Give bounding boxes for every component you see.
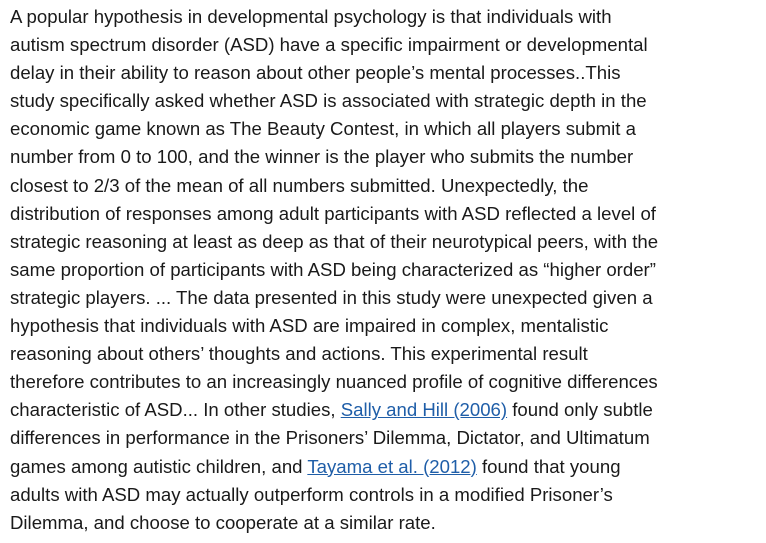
paragraph-text: strategic reasoning at least as deep as that of their neurotypical peers, with the [10, 230, 659, 252]
citation-link[interactable]: Sally and Hill (2006) [340, 399, 508, 421]
paragraph-line [10, 509, 766, 537]
paragraph-text: differences in performance in the Prisoners’ Dilemma, Dictator, and Ultimatum [10, 427, 650, 449]
paragraph-line [10, 31, 766, 59]
paragraph-line [10, 172, 766, 200]
paragraph-text: study specifically asked whether ASD is associated with strategic depth in the [10, 90, 647, 112]
paragraph-text: delay in their ability to reason about other people’s mental processes..This [10, 62, 621, 84]
paragraph-line [10, 396, 766, 424]
paragraph-text: reasoning about others’ thoughts and actions. This experimental result [10, 343, 588, 365]
paragraph-text: therefore contributes to an increasingly nuanced profile of cognitive differences [10, 371, 658, 393]
paragraph-line [10, 424, 766, 452]
paragraph-line [10, 143, 766, 171]
paragraph-text: same proportion of participants with ASD being characterized as “higher order” [10, 258, 656, 280]
paragraph-line [10, 200, 766, 228]
paragraph-text: strategic players. ... The data presented in this study were unexpected given a [10, 286, 653, 308]
paragraph-text: economic game known as The Beauty Contest, in which all players submit a [10, 118, 636, 140]
paragraph-line [10, 3, 766, 31]
citation-link[interactable]: Tayama et al. (2012) [307, 455, 477, 477]
paragraph-text: closest to 2/3 of the mean of all numbers submitted. Unexpectedly, the [10, 174, 589, 196]
paragraph-line [10, 115, 766, 143]
paragraph-line [10, 481, 766, 509]
paragraph-line [10, 59, 766, 87]
paragraph-line [10, 312, 766, 340]
paragraph-line [10, 368, 766, 396]
quoted-paragraph [10, 3, 766, 537]
paragraph-line [10, 453, 766, 481]
paragraph-text: autism spectrum disorder (ASD) have a specific impairment or developmental [10, 34, 648, 56]
paragraph-line [10, 87, 766, 115]
paragraph-text: Dilemma, and choose to cooperate at a similar rate. [10, 511, 436, 533]
paragraph-text: distribution of responses among adult participants with ASD reflected a level of [10, 202, 656, 224]
paragraph-line [10, 256, 766, 284]
paragraph-text: found only subtle [507, 399, 653, 421]
paragraph-text: games among autistic children, and [10, 455, 308, 477]
paragraph-text: characteristic of ASD... In other studies, [10, 399, 341, 421]
paragraph-line [10, 228, 766, 256]
paragraph-line [10, 284, 766, 312]
paragraph-text: adults with ASD may actually outperform controls in a modified Prisoner’s [10, 483, 613, 505]
paragraph-text: number from 0 to 100, and the winner is the player who submits the number [10, 146, 634, 168]
paragraph-text: A popular hypothesis in developmental psychology is that individuals with [10, 6, 612, 27]
paragraph-text: hypothesis that individuals with ASD are impaired in complex, mentalistic [10, 315, 609, 337]
paragraph-text: found that young [476, 455, 621, 477]
paragraph-line [10, 340, 766, 368]
